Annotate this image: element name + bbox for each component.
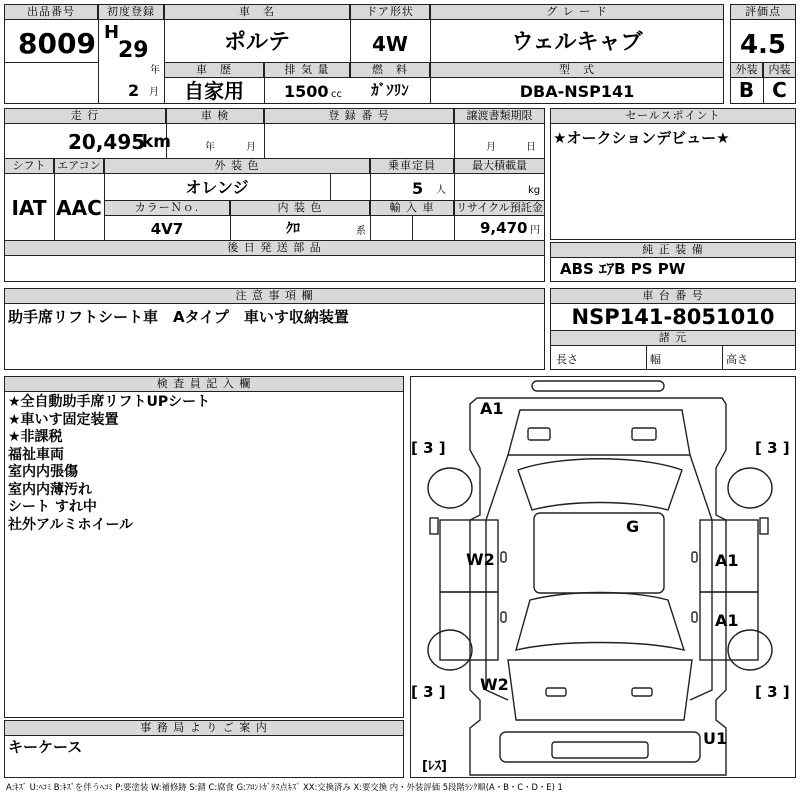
first-registration-year: 29 — [118, 38, 149, 63]
height-label: 高さ — [726, 353, 748, 366]
ext-color-label: 外 装 色 — [104, 158, 370, 174]
office-label: 事 務 局 よ り ご 案 内 — [4, 720, 404, 736]
era-letter: H — [104, 22, 120, 43]
inspector-line: 社外アルミホイール — [8, 516, 134, 533]
capacity-label: 乗車定員 — [370, 158, 454, 174]
damage-mark-u1: U1 — [703, 729, 728, 748]
first-registration-label: 初度登録 — [98, 4, 164, 20]
inspector-line: ★非課税 — [8, 429, 63, 445]
inspector-line: シート すれ中 — [8, 499, 97, 515]
tire-tread-rear-left: [ 3 ] — [411, 683, 446, 701]
ext-grade-label: 外装 — [730, 62, 763, 78]
mileage-unit: km — [142, 132, 172, 152]
model-code-label: 型 式 — [430, 62, 724, 78]
sales-point-block — [550, 108, 796, 240]
fuel-label: 燃 料 — [350, 62, 430, 78]
damage-mark-w2-rear: W2 — [480, 675, 509, 694]
capacity: 5 — [412, 179, 424, 198]
chassis-number-label: 車 台 番 号 — [550, 288, 796, 304]
history: 自家用 — [184, 79, 244, 103]
transfer-month-unit: 月 — [486, 142, 496, 153]
recycle-fee-unit: 円 — [530, 225, 540, 236]
inspector-line: ★車いす固定装置 — [8, 411, 119, 428]
car-name: ポルテ — [223, 30, 290, 55]
score: 4.5 — [739, 30, 787, 60]
month-unit: 月 — [149, 87, 159, 98]
capacity-unit: 人 — [436, 185, 446, 196]
tire-tread-front-left: [ 3 ] — [411, 439, 446, 457]
history-label: 車 歴 — [164, 62, 264, 78]
displacement-label: 排 気 量 — [264, 62, 350, 78]
aircon-label: エアコン — [54, 158, 104, 174]
shift: IAT — [11, 196, 47, 220]
ext-grade: B — [738, 78, 755, 102]
color-number-label: カラーＮｏ. — [104, 200, 230, 216]
sales-point: ★オークションデビュー★ — [553, 129, 730, 147]
grade-label: グ レ ー ド — [430, 4, 724, 20]
damage-mark-a1-right1: A1 — [715, 551, 739, 570]
first-registration-month: 2 — [128, 81, 140, 100]
tire-tread-front-right: [ 3 ] — [755, 439, 790, 457]
inspector-line: 室内内張傷 — [8, 464, 78, 480]
ext-color: オレンジ — [185, 178, 249, 197]
transfer-day-unit: 日 — [526, 142, 536, 153]
model-code: DBA-NSP141 — [519, 82, 635, 101]
later-parts-label: 後 日 発 送 部 品 — [4, 240, 545, 256]
int-color-unit: 系 — [356, 226, 366, 237]
damage-mark-a1-right2: A1 — [715, 611, 739, 630]
length-label: 長さ — [556, 353, 578, 366]
inspector-line: ★全自動助手席リフトUPシート — [8, 394, 211, 410]
transfer-deadline-label: 譲渡書類期限 — [454, 108, 545, 124]
inspection-year-unit: 年 — [205, 142, 215, 153]
import-label: 輸 入 車 — [370, 200, 454, 216]
damage-diagram — [410, 376, 796, 778]
int-grade-label: 内装 — [763, 62, 796, 78]
registration-number-label: 登 録 番 号 — [264, 108, 454, 124]
fuel: ｶﾞｿﾘﾝ — [371, 81, 409, 99]
inspection-label: 車 検 — [166, 108, 264, 124]
specs-label: 諸 元 — [550, 330, 796, 346]
int-color: ｸﾛ — [286, 221, 300, 237]
shift-label: シフト — [4, 158, 54, 174]
aircon: AAC — [56, 196, 102, 220]
recycle-fee-label: リサイクル預託金 — [454, 200, 545, 216]
year-unit: 年 — [150, 65, 160, 76]
max-load-unit: kg — [528, 185, 541, 196]
spare-tire-mark: [ﾚｽ] — [422, 759, 447, 774]
office-text: キーケース — [8, 738, 83, 756]
mileage: 20,495 — [68, 130, 146, 154]
sales-point-label: セールスポイント — [550, 108, 796, 124]
caution-text: 助手席リフトシート車 Aタイプ 車いす収納装置 — [8, 308, 349, 326]
door-type-label: ドア形状 — [350, 4, 430, 20]
inspector-line: 室内内薄汚れ — [8, 481, 92, 498]
recycle-fee: 9,470 — [480, 219, 528, 237]
caution-label: 注 意 事 項 欄 — [4, 288, 545, 304]
inspector-line: 福祉車両 — [8, 446, 64, 463]
inspection-month-unit: 月 — [246, 142, 256, 153]
grade: ウェルキャブ — [511, 30, 643, 55]
tire-tread-rear-right: [ 3 ] — [755, 683, 790, 701]
int-grade: C — [772, 78, 787, 102]
width-label: 幅 — [650, 353, 661, 366]
car-name-label: 車 名 — [164, 4, 350, 20]
damage-mark-a1-front: A1 — [480, 399, 504, 418]
equipment: ABS ｴｱB PS PW — [560, 260, 686, 278]
displacement-unit: cc — [331, 89, 342, 100]
int-color-label: 内 装 色 — [230, 200, 370, 216]
damage-mark-g: G — [626, 517, 640, 536]
inspector-label: 検 査 員 記 入 欄 — [4, 376, 404, 392]
lot-number-label: 出品番号 — [4, 4, 98, 20]
chassis-number: NSP141-8051010 — [571, 305, 775, 329]
max-load-label: 最大積載量 — [454, 158, 545, 174]
door-type: 4W — [372, 32, 408, 56]
damage-mark-w2-left: W2 — [466, 550, 495, 569]
lot-number: 8009 — [18, 27, 96, 60]
equipment-label: 純 正 装 備 — [550, 242, 796, 258]
damage-legend: A:ｷｽﾞ U:ﾍｺﾐ B:ｷｽﾞを伴うﾍｺﾐ P:要塗装 W:補修跡 S:錆 C:腐食 G:ﾌﾛﾝﾄｶﾞﾗｽ点ｷｽﾞ XX:交換済み X:要交換 内・外装評価 5段階ﾗﾝｸ順(A・B・C・D・E) 1 — [6, 782, 563, 792]
color-number: 4V7 — [150, 220, 184, 238]
score-label: 評価点 — [730, 4, 796, 20]
displacement: 1500 — [284, 82, 329, 101]
mileage-label: 走 行 — [4, 108, 166, 124]
